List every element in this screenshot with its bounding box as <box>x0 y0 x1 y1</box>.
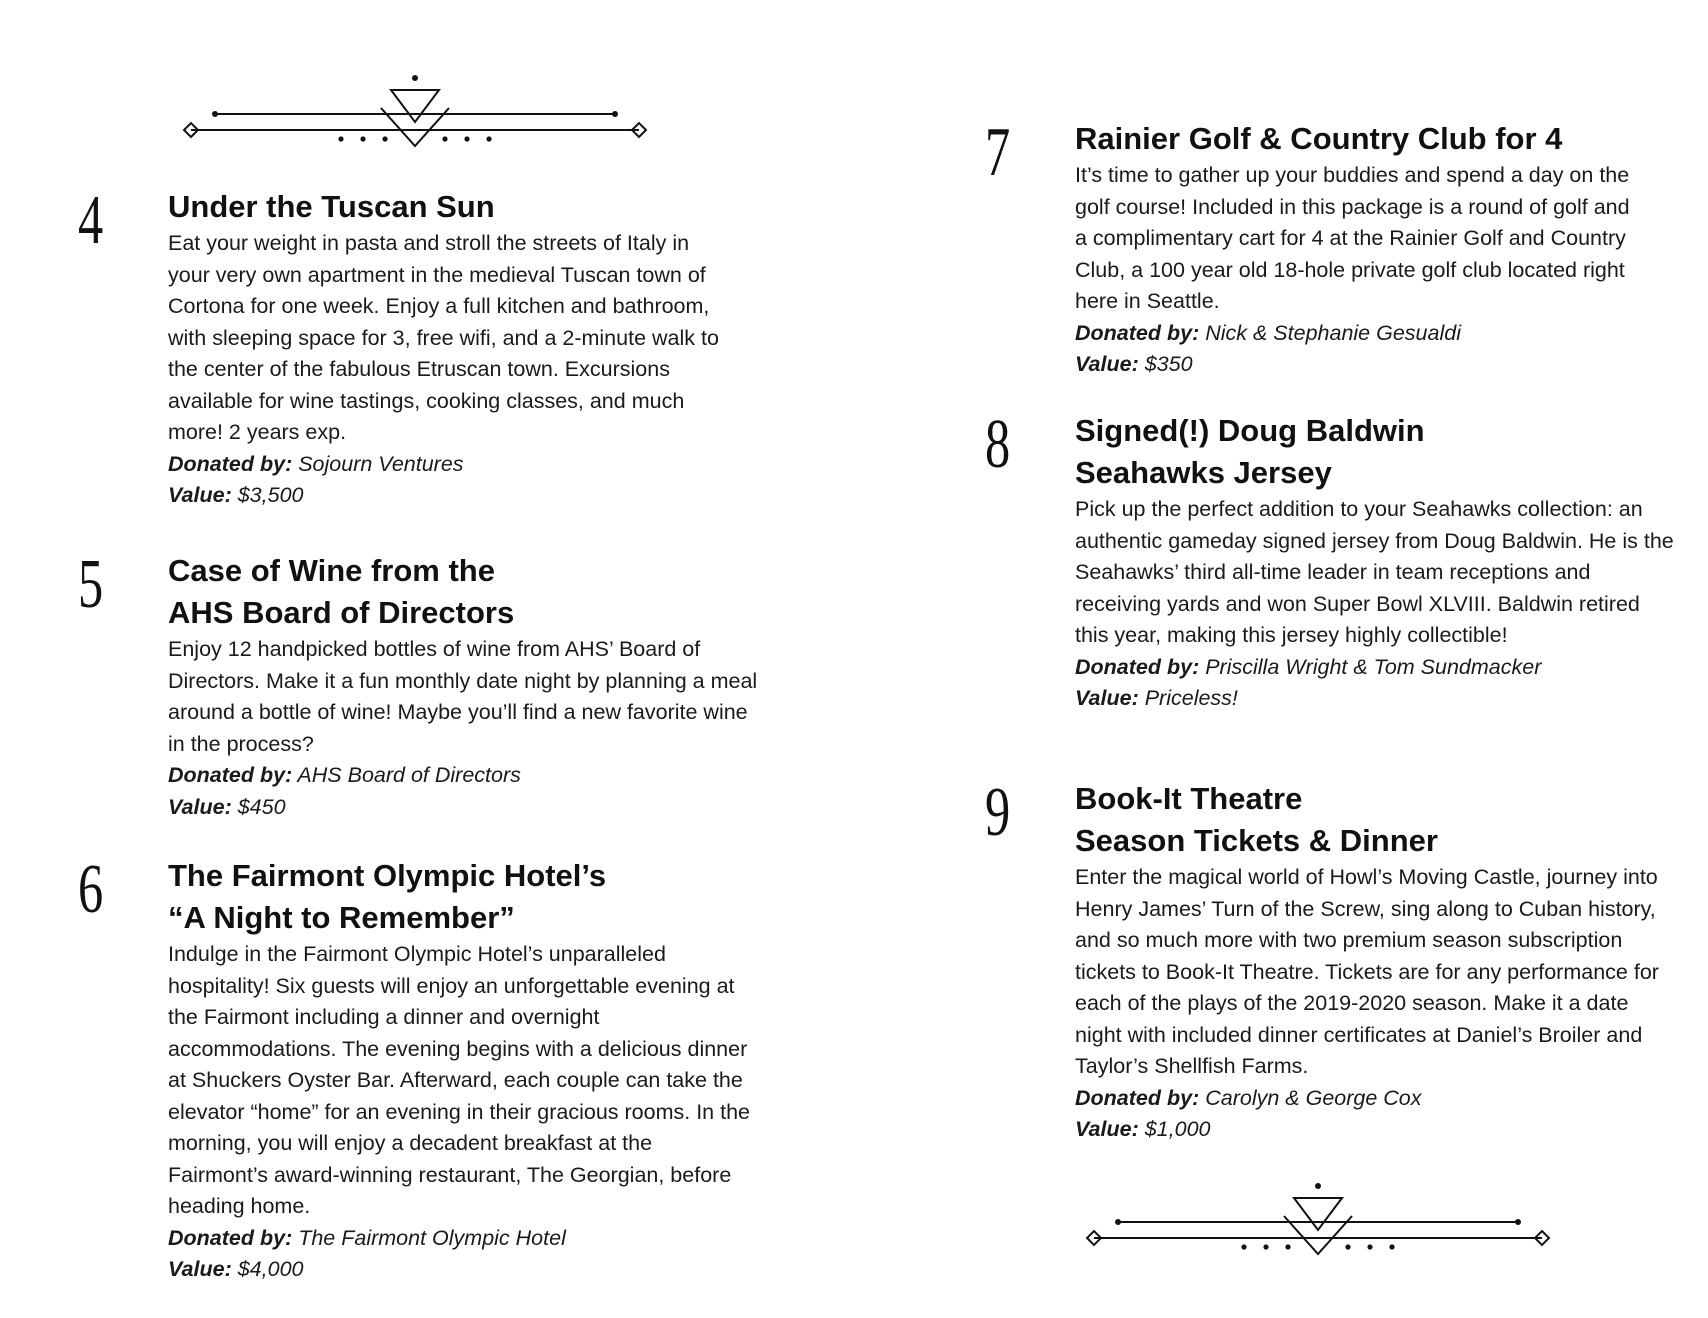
art-deco-ornament-top <box>175 70 655 150</box>
item-value: Value: $450 <box>168 794 286 819</box>
item-value: Value: Priceless! <box>1075 686 1238 710</box>
item-title: Book-It Theatre Season Tickets & Dinner <box>1075 781 1438 858</box>
item-donor: Donated by: Carolyn & George Cox <box>1075 1085 1422 1110</box>
item-donor: Donated by: Nick & Stephanie Gesualdi <box>1075 320 1461 345</box>
item-value: Value: $3,500 <box>168 483 304 507</box>
item-number: 8 <box>985 406 1011 483</box>
item-number: 6 <box>78 851 104 928</box>
item-number: 4 <box>78 182 104 259</box>
art-deco-ornament-bottom <box>1078 1178 1558 1258</box>
item-title: Rainier Golf & Country Club for 4 <box>1075 121 1563 156</box>
item-value: Value: $350 <box>1075 352 1193 376</box>
item-description: Eat your weight in pasta and stroll the streets of Italy in your very own apartment in the medieval Tuscan town of Cortona for one week. Enjoy a full kitchen and bathroom, with sleeping space for 3, free wifi, and a 2-minute walk to the center of the fabulous Etruscan town. Excursions available for wine tastings, cooking classes, and much more! 2 years exp. <box>168 231 719 444</box>
item-value: Value: $4,000 <box>168 1257 304 1281</box>
item-description: Enjoy 12 handpicked bottles of wine from AHS’ Board of Directors. Make it a fun monthly date night by planning a meal around a bottle of wine! Maybe you’ll find a new favorite wine in the process? <box>168 637 758 756</box>
item-number: 7 <box>985 114 1011 191</box>
item-description: Indulge in the Fairmont Olympic Hotel’s unparalleled hospitality! Six guests will enjoy an unforgettable evening at the Fairmont including a dinner and overnight accommodations. The evening begins with a delicious dinner at Shuckers Oyster Bar. Afterward, each couple can take the elevator “home” for an evening in their gracious rooms. In the morning, you will enjoy a decadent breakfast at the Fairmont’s award-winning restaurant, The Georgian, before heading home. <box>168 942 750 1218</box>
item-donor: Donated by: AHS Board of Directors <box>168 763 521 787</box>
item-donor: Donated by: The Fairmont Olympic Hotel <box>168 1225 566 1250</box>
item-donor: Donated by: Sojourn Ventures <box>168 451 464 476</box>
item-value: Value: $1,000 <box>1075 1117 1211 1141</box>
item-description: Enter the magical world of Howl’s Moving Castle, journey into Henry James’ Turn of the Screw, sing along to Cuban history, and so much more with two premium season subscription tickets to Book-It Theatre. Tickets are for any performance for each of the plays of the 2019-2020 season. Make it a date night with included dinner certificates at Daniel’s Broiler and Taylor’s Shellfish Farms. <box>1075 865 1659 1078</box>
item-title: The Fairmont Olympic Hotel’s “A Night to Remember” <box>168 858 607 935</box>
item-number: 9 <box>985 774 1011 851</box>
item-number: 5 <box>78 546 104 623</box>
item-title: Case of Wine from the AHS Board of Directors <box>168 553 515 630</box>
item-description: Pick up the perfect addition to your Seahawks collection: an authentic gameday signed jersey from Doug Baldwin. He is the Seahawks’ third all-time leader in team receptions and receiving yards and won Super Bowl XLVIII. Baldwin retired this year, making this jersey highly collectible! <box>1075 497 1674 647</box>
item-title: Signed(!) Doug Baldwin Seahawks Jersey <box>1075 413 1425 490</box>
item-description: It’s time to gather up your buddies and spend a day on the golf course! Included in this package is a round of golf and a complimentary cart for 4 at the Rainier Golf and Country Club, a 100 year old 18-hole private golf club located right here in Seattle. <box>1075 163 1630 313</box>
item-donor: Donated by: Priscilla Wright & Tom Sundmacker <box>1075 654 1542 679</box>
item-title: Under the Tuscan Sun <box>168 189 495 224</box>
